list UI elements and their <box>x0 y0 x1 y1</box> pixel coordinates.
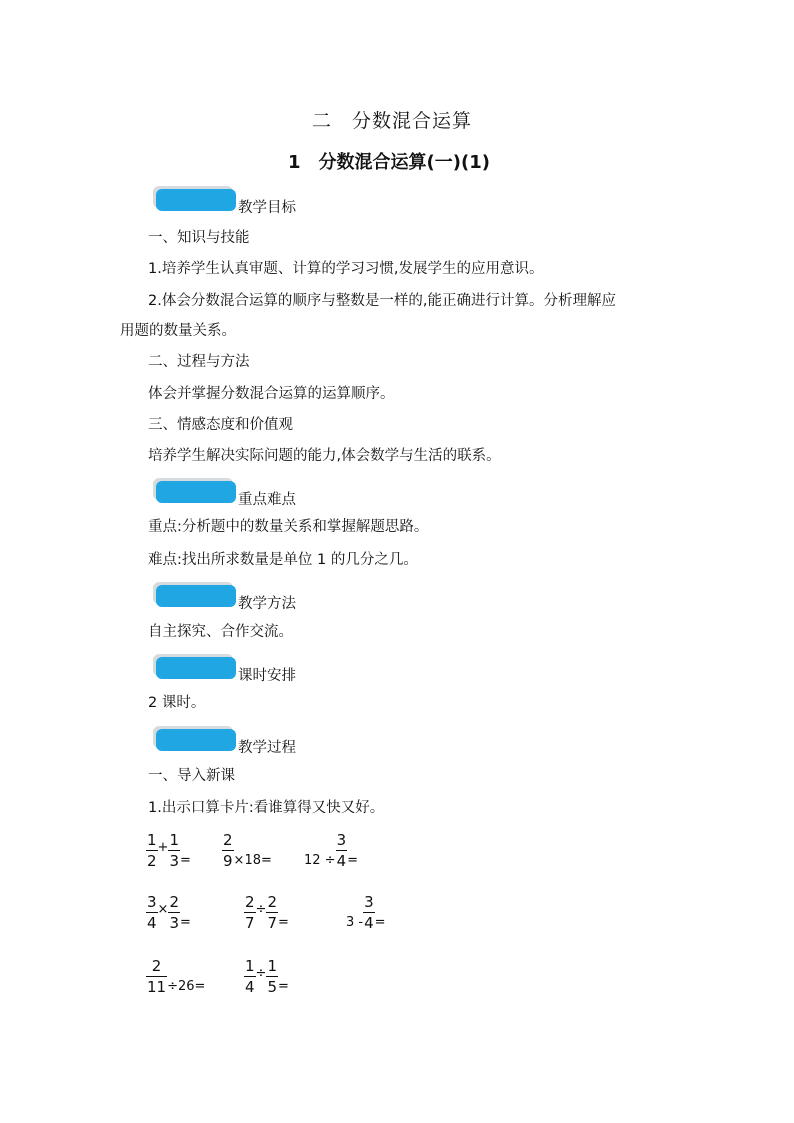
section-label: 教学方法 <box>238 596 296 612</box>
fraction: $\frac{1}{5}$ <box>267 957 277 996</box>
expression-3: 12 ÷ $\frac{3}{4}$ = <box>304 831 359 870</box>
fraction: $\frac{2}{3}$ <box>169 893 179 932</box>
fraction: $\frac{2}{11}$ <box>147 957 167 996</box>
section-label: 重点难点 <box>238 492 296 508</box>
expression-5: $\frac{2}{7}$ ÷ $\frac{2}{7}$ = <box>245 893 289 932</box>
fraction: $\frac{1}{3}$ <box>169 831 179 870</box>
objective-paragraph-1: 1.培养学生认真审题、计算的学习习惯,发展学生的应用意识。 <box>148 261 544 277</box>
fraction: $\frac{3}{4}$ <box>336 831 347 870</box>
section-header-methods <box>156 585 296 612</box>
methods-text: 自主探究、合作交流。 <box>148 624 293 640</box>
objective-paragraph-4: 培养学生解决实际问题的能力,体会数学与生活的联系。 <box>148 448 501 464</box>
objective-heading-3: 三、情感态度和价值观 <box>148 417 293 433</box>
section-label: 教学目标 <box>238 200 296 216</box>
section-tag <box>156 657 236 679</box>
expression-8: $\frac{1}{4}$ ÷ $\frac{1}{5}$ = <box>245 957 289 996</box>
lesson-title: 1 分数混合运算(一)(1) <box>288 152 490 173</box>
section-label: 教学过程 <box>238 740 296 756</box>
section-tag <box>156 481 236 503</box>
objective-heading-1: 一、知识与技能 <box>148 230 250 246</box>
expression-7: $\frac{2}{11}$ ÷26= <box>147 957 206 996</box>
expression-4: $\frac{3}{4}$ × $\frac{2}{3}$ = <box>147 893 191 932</box>
section-header-schedule <box>156 657 296 684</box>
fraction: $\frac{2}{7}$ <box>245 893 255 932</box>
expression-1: $\frac{1}{2}$ + $\frac{1}{3}$ = <box>147 831 191 870</box>
fraction: $\frac{1}{4}$ <box>245 957 255 996</box>
process-heading-1: 一、导入新课 <box>148 768 235 784</box>
fraction: $\frac{1}{2}$ <box>147 831 157 870</box>
section-header-key-points <box>156 481 296 508</box>
objective-paragraph-3: 体会并掌握分数混合运算的运算顺序。 <box>148 386 395 402</box>
fraction: $\frac{3}{4}$ <box>147 893 157 932</box>
schedule-text: 2 课时。 <box>148 695 206 711</box>
difficult-point-text: 难点:找出所求数量是单位 1 的几分之几。 <box>148 552 418 568</box>
fraction: $\frac{2}{7}$ <box>267 893 277 932</box>
section-label: 课时安排 <box>238 668 296 684</box>
unit-title: 二 分数混合运算 <box>312 110 473 132</box>
section-tag <box>156 585 236 607</box>
fraction: $\frac{3}{4}$ <box>364 893 374 932</box>
process-paragraph-1: 1.出示口算卡片:看谁算得又快又好。 <box>148 800 385 816</box>
key-point-text: 重点:分析题中的数量关系和掌握解题思路。 <box>148 519 429 535</box>
section-tag <box>156 729 236 751</box>
objective-paragraph-2-cont: 用题的数量关系。 <box>120 323 236 339</box>
section-tag <box>156 189 236 211</box>
section-header-objectives <box>156 189 296 216</box>
fraction: $\frac{2}{9}$ <box>223 831 233 870</box>
section-header-process <box>156 729 296 756</box>
objective-paragraph-2: 2.体会分数混合运算的顺序与整数是一样的,能正确进行计算。分析理解应 <box>148 293 616 309</box>
expression-6: 3 - $\frac{3}{4}$ = <box>346 893 386 932</box>
objective-heading-2: 二、过程与方法 <box>148 354 250 370</box>
expression-2: $\frac{2}{9}$ ×18= <box>223 831 272 870</box>
